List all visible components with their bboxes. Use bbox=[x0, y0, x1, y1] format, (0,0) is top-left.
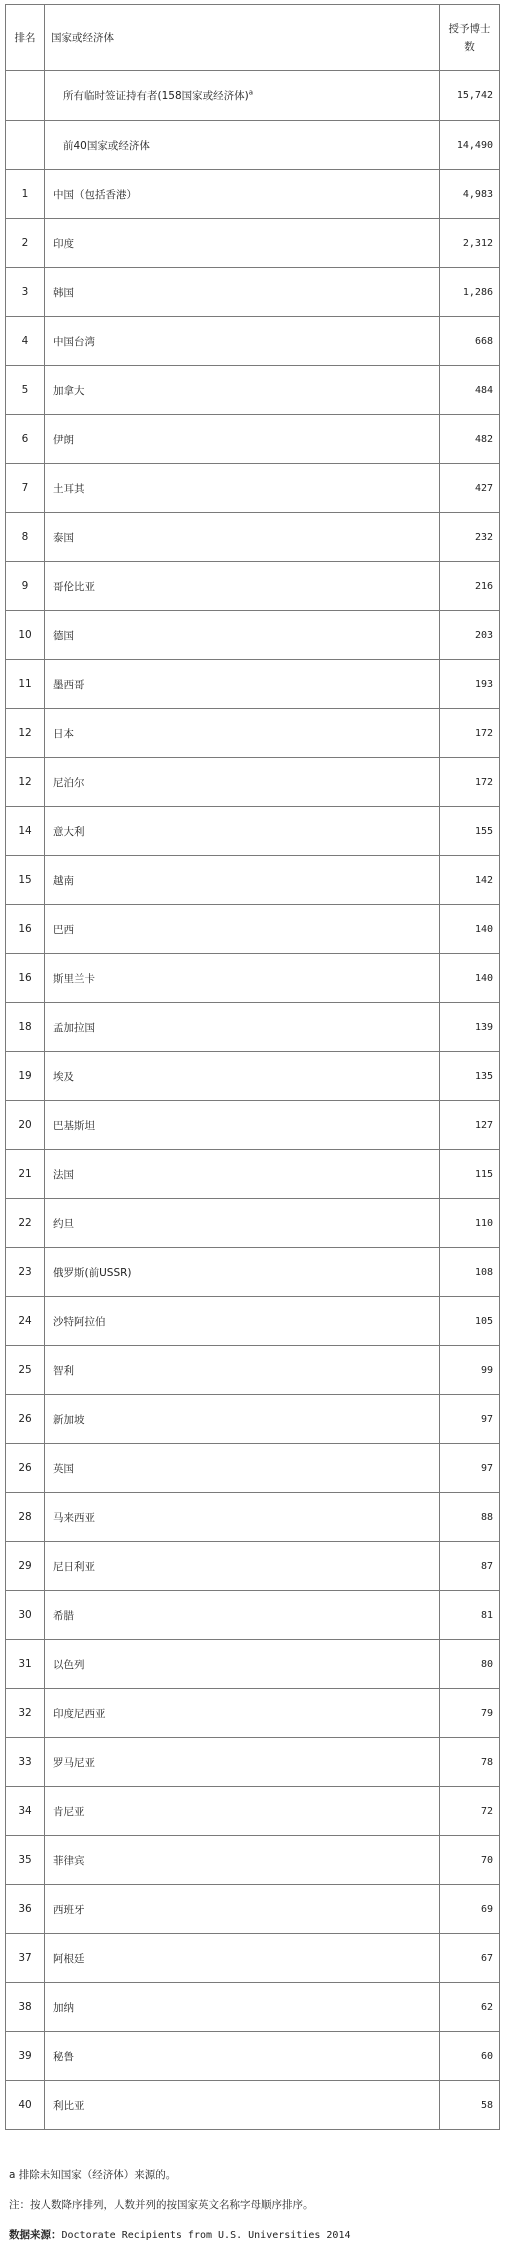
summary-count: 14,490 bbox=[440, 121, 500, 170]
table-row bbox=[6, 513, 500, 562]
table-row bbox=[6, 1346, 500, 1395]
rank-cell: 26 bbox=[6, 1444, 45, 1493]
count-cell: 67 bbox=[440, 1934, 500, 1983]
rank-cell: 1 bbox=[6, 170, 45, 219]
country-cell: 意大利 bbox=[45, 807, 440, 856]
table-header-row bbox=[6, 5, 500, 71]
rank-cell: 18 bbox=[6, 1003, 45, 1052]
summary-label-cell bbox=[45, 71, 440, 121]
country-cell: 哥伦比亚 bbox=[45, 562, 440, 611]
rank-cell: 11 bbox=[6, 660, 45, 709]
count-cell: 80 bbox=[440, 1640, 500, 1689]
table-row bbox=[6, 856, 500, 905]
country-cell: 阿根廷 bbox=[45, 1934, 440, 1983]
table-row bbox=[6, 611, 500, 660]
rank-cell: 22 bbox=[6, 1199, 45, 1248]
count-cell: 232 bbox=[440, 513, 500, 562]
country-cell: 英国 bbox=[45, 1444, 440, 1493]
table-row bbox=[6, 905, 500, 954]
rank-cell: 33 bbox=[6, 1738, 45, 1787]
footnote-a: a 排除未知国家（经济体）来源的。 bbox=[9, 2169, 177, 2181]
rank-cell: 31 bbox=[6, 1640, 45, 1689]
count-cell: 87 bbox=[440, 1542, 500, 1591]
country-cell: 希腊 bbox=[45, 1591, 440, 1640]
table-row bbox=[6, 2032, 500, 2081]
rank-cell: 12 bbox=[6, 758, 45, 807]
count-cell: 70 bbox=[440, 1836, 500, 1885]
rank-cell: 2 bbox=[6, 219, 45, 268]
country-cell: 肯尼亚 bbox=[45, 1787, 440, 1836]
count-cell: 193 bbox=[440, 660, 500, 709]
table-row bbox=[6, 2081, 500, 2130]
count-cell: 172 bbox=[440, 758, 500, 807]
rank-cell: 35 bbox=[6, 1836, 45, 1885]
count-cell: 172 bbox=[440, 709, 500, 758]
country-cell: 中国（包括香港） bbox=[45, 170, 440, 219]
count-cell: 203 bbox=[440, 611, 500, 660]
doctorate-table bbox=[5, 4, 500, 2130]
count-cell: 139 bbox=[440, 1003, 500, 1052]
country-cell: 日本 bbox=[45, 709, 440, 758]
count-cell: 58 bbox=[440, 2081, 500, 2130]
table-row bbox=[6, 1101, 500, 1150]
count-cell: 482 bbox=[440, 415, 500, 464]
table-row bbox=[6, 1199, 500, 1248]
table-row bbox=[6, 807, 500, 856]
count-cell: 97 bbox=[440, 1444, 500, 1493]
country-cell: 印度 bbox=[45, 219, 440, 268]
rank-cell: 12 bbox=[6, 709, 45, 758]
count-cell: 115 bbox=[440, 1150, 500, 1199]
rank-cell: 9 bbox=[6, 562, 45, 611]
count-cell: 216 bbox=[440, 562, 500, 611]
header-count-line2: 数 bbox=[464, 40, 475, 53]
country-cell: 俄罗斯(前USSR) bbox=[45, 1248, 440, 1297]
count-cell: 155 bbox=[440, 807, 500, 856]
rank-cell: 20 bbox=[6, 1101, 45, 1150]
rank-cell: 19 bbox=[6, 1052, 45, 1101]
table-row bbox=[6, 415, 500, 464]
table-row bbox=[6, 1493, 500, 1542]
country-cell: 加纳 bbox=[45, 1983, 440, 2032]
count-cell: 105 bbox=[440, 1297, 500, 1346]
table-row bbox=[6, 562, 500, 611]
country-cell: 秘鲁 bbox=[45, 2032, 440, 2081]
rank-cell: 40 bbox=[6, 2081, 45, 2130]
count-cell: 72 bbox=[440, 1787, 500, 1836]
count-cell: 99 bbox=[440, 1346, 500, 1395]
count-cell: 4,983 bbox=[440, 170, 500, 219]
table-row bbox=[6, 660, 500, 709]
rank-cell: 29 bbox=[6, 1542, 45, 1591]
country-cell: 土耳其 bbox=[45, 464, 440, 513]
rank-cell: 4 bbox=[6, 317, 45, 366]
rank-cell: 23 bbox=[6, 1248, 45, 1297]
table-row bbox=[6, 1003, 500, 1052]
rank-cell: 7 bbox=[6, 464, 45, 513]
rank-cell: 6 bbox=[6, 415, 45, 464]
count-cell: 135 bbox=[440, 1052, 500, 1101]
header-count bbox=[440, 5, 500, 71]
rank-cell: 25 bbox=[6, 1346, 45, 1395]
country-cell: 沙特阿拉伯 bbox=[45, 1297, 440, 1346]
count-cell: 110 bbox=[440, 1199, 500, 1248]
count-cell: 668 bbox=[440, 317, 500, 366]
table-row bbox=[6, 1395, 500, 1444]
count-cell: 484 bbox=[440, 366, 500, 415]
table-row bbox=[6, 758, 500, 807]
table-row bbox=[6, 709, 500, 758]
country-cell: 韩国 bbox=[45, 268, 440, 317]
count-cell: 427 bbox=[440, 464, 500, 513]
count-cell: 142 bbox=[440, 856, 500, 905]
rank-cell: 14 bbox=[6, 807, 45, 856]
rank-cell: 16 bbox=[6, 905, 45, 954]
table-row bbox=[6, 1934, 500, 1983]
country-cell: 巴基斯坦 bbox=[45, 1101, 440, 1150]
country-cell: 以色列 bbox=[45, 1640, 440, 1689]
table-row bbox=[6, 1983, 500, 2032]
country-cell: 斯里兰卡 bbox=[45, 954, 440, 1003]
count-cell: 108 bbox=[440, 1248, 500, 1297]
table-row bbox=[6, 1787, 500, 1836]
table-row bbox=[6, 464, 500, 513]
country-cell: 埃及 bbox=[45, 1052, 440, 1101]
count-cell: 140 bbox=[440, 954, 500, 1003]
count-cell: 2,312 bbox=[440, 219, 500, 268]
rank-cell: 38 bbox=[6, 1983, 45, 2032]
rank-cell: 28 bbox=[6, 1493, 45, 1542]
rank-cell: 32 bbox=[6, 1689, 45, 1738]
summary-label: 所有临时签证持有者(158国家或经济体) bbox=[63, 90, 249, 102]
count-cell: 62 bbox=[440, 1983, 500, 2032]
rank-cell: 21 bbox=[6, 1150, 45, 1199]
country-cell: 印度尼西亚 bbox=[45, 1689, 440, 1738]
table-row bbox=[6, 1542, 500, 1591]
country-cell: 巴西 bbox=[45, 905, 440, 954]
header-count-line1: 授予博士 bbox=[448, 22, 491, 35]
rank-cell: 5 bbox=[6, 366, 45, 415]
table-row bbox=[6, 1591, 500, 1640]
count-cell: 69 bbox=[440, 1885, 500, 1934]
table-row bbox=[6, 1297, 500, 1346]
country-cell: 德国 bbox=[45, 611, 440, 660]
country-cell: 中国台湾 bbox=[45, 317, 440, 366]
table-row bbox=[6, 170, 500, 219]
count-cell: 97 bbox=[440, 1395, 500, 1444]
count-cell: 78 bbox=[440, 1738, 500, 1787]
header-rank: 排名 bbox=[6, 5, 45, 71]
count-cell: 88 bbox=[440, 1493, 500, 1542]
summary-row-all bbox=[6, 71, 500, 121]
rank-cell: 15 bbox=[6, 856, 45, 905]
rank-cell: 24 bbox=[6, 1297, 45, 1346]
count-cell: 81 bbox=[440, 1591, 500, 1640]
doctorate-table-container bbox=[5, 4, 499, 2130]
count-cell: 127 bbox=[440, 1101, 500, 1150]
table-row bbox=[6, 1836, 500, 1885]
country-cell: 菲律宾 bbox=[45, 1836, 440, 1885]
rank-cell: 39 bbox=[6, 2032, 45, 2081]
table-row bbox=[6, 1248, 500, 1297]
count-cell: 60 bbox=[440, 2032, 500, 2081]
country-cell: 法国 bbox=[45, 1150, 440, 1199]
country-cell: 西班牙 bbox=[45, 1885, 440, 1934]
table-row bbox=[6, 1444, 500, 1493]
rank-cell: 26 bbox=[6, 1395, 45, 1444]
country-cell: 越南 bbox=[45, 856, 440, 905]
table-notes bbox=[9, 2160, 499, 2250]
table-row bbox=[6, 366, 500, 415]
country-cell: 尼日利亚 bbox=[45, 1542, 440, 1591]
ordering-note: 注：按人数降序排列，人数并列的按国家英文名称字母顺序排序。 bbox=[9, 2199, 314, 2211]
rank-cell: 10 bbox=[6, 611, 45, 660]
country-cell: 智利 bbox=[45, 1346, 440, 1395]
header-country: 国家或经济体 bbox=[45, 5, 440, 71]
table-row bbox=[6, 954, 500, 1003]
source-label: 数据来源： bbox=[9, 2229, 62, 2241]
table-row bbox=[6, 317, 500, 366]
count-cell: 79 bbox=[440, 1689, 500, 1738]
rank-cell: 8 bbox=[6, 513, 45, 562]
country-cell: 墨西哥 bbox=[45, 660, 440, 709]
table-row bbox=[6, 1640, 500, 1689]
country-cell: 孟加拉国 bbox=[45, 1003, 440, 1052]
summary-label: 前40国家或经济体 bbox=[45, 121, 440, 170]
country-cell: 马来西亚 bbox=[45, 1493, 440, 1542]
summary-rank-cell bbox=[6, 121, 45, 170]
count-cell: 140 bbox=[440, 905, 500, 954]
country-cell: 新加坡 bbox=[45, 1395, 440, 1444]
rank-cell: 34 bbox=[6, 1787, 45, 1836]
table-row bbox=[6, 1052, 500, 1101]
country-cell: 加拿大 bbox=[45, 366, 440, 415]
summary-count: 15,742 bbox=[440, 71, 500, 121]
count-cell: 1,286 bbox=[440, 268, 500, 317]
table-row bbox=[6, 1738, 500, 1787]
rank-cell: 16 bbox=[6, 954, 45, 1003]
source-text: Doctorate Recipients from U.S. Universities 2014 bbox=[61, 2230, 351, 2241]
country-cell: 罗马尼亚 bbox=[45, 1738, 440, 1787]
country-cell: 伊朗 bbox=[45, 415, 440, 464]
summary-row-top40 bbox=[6, 121, 500, 170]
table-row bbox=[6, 1885, 500, 1934]
footnote-marker: a bbox=[248, 88, 254, 97]
summary-rank-cell bbox=[6, 71, 45, 121]
table-row bbox=[6, 1150, 500, 1199]
country-cell: 尼泊尔 bbox=[45, 758, 440, 807]
rank-cell: 36 bbox=[6, 1885, 45, 1934]
country-cell: 约旦 bbox=[45, 1199, 440, 1248]
rank-cell: 30 bbox=[6, 1591, 45, 1640]
rank-cell: 37 bbox=[6, 1934, 45, 1983]
country-cell: 利比亚 bbox=[45, 2081, 440, 2130]
rank-cell: 3 bbox=[6, 268, 45, 317]
country-cell: 泰国 bbox=[45, 513, 440, 562]
table-row bbox=[6, 268, 500, 317]
table-row bbox=[6, 219, 500, 268]
table-row bbox=[6, 1689, 500, 1738]
source-line bbox=[9, 2220, 499, 2250]
